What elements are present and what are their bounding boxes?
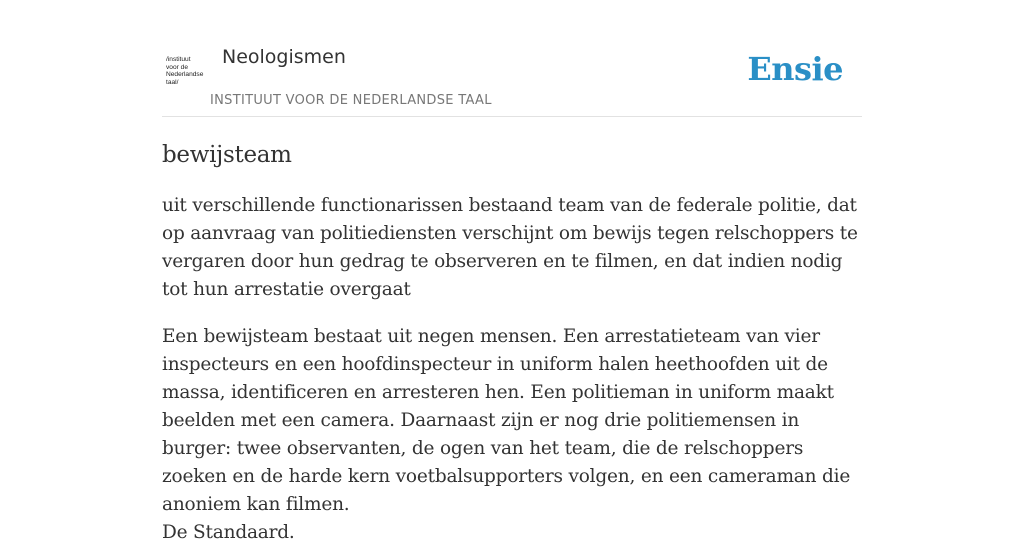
institute-logo[interactable] bbox=[166, 56, 208, 87]
site-header bbox=[162, 0, 862, 117]
entry-example bbox=[162, 323, 864, 547]
example-text: Een bewijsteam bestaat uit negen mensen. Een arrestatieteam van vier inspecteurs en een hoofdinspecteur in uniform halen heethoofden uit de massa, identificeren en arresteren hen. Een politieman in uniform maakt beelden met een camera. Daarnaast zijn er nog drie politiemensen in burger: twee observanten, de ogen van het team, die de relschoppers zoeken en de harde kern voetbalsupporters volgen, en een cameraman die anoniem kan filmen. bbox=[162, 326, 851, 515]
logo-line: voor de bbox=[166, 63, 188, 71]
logo-line: /instituut bbox=[166, 56, 191, 63]
logo-line: Nederlandse bbox=[166, 71, 204, 79]
example-source: De Standaard. bbox=[162, 522, 295, 543]
organization-name: INSTITUUT VOOR DE NEDERLANDSE TAAL bbox=[210, 93, 492, 108]
ensie-brand-link[interactable]: Ensie bbox=[747, 50, 843, 88]
logo-line: taal/ bbox=[166, 79, 179, 87]
entry-content bbox=[162, 138, 864, 547]
site-name-link[interactable]: Neologismen bbox=[222, 46, 346, 68]
entry-definition: uit verschillende functionarissen bestaand team van de federale politie, dat op aanvraag van politiediensten verschijnt om bewijs tegen relschoppers te vergaren door hun gedrag te observeren en te filmen, en dat indien nodig tot hun arrestatie overgaat bbox=[162, 195, 858, 300]
entry-headword: bewijsteam bbox=[162, 142, 292, 168]
